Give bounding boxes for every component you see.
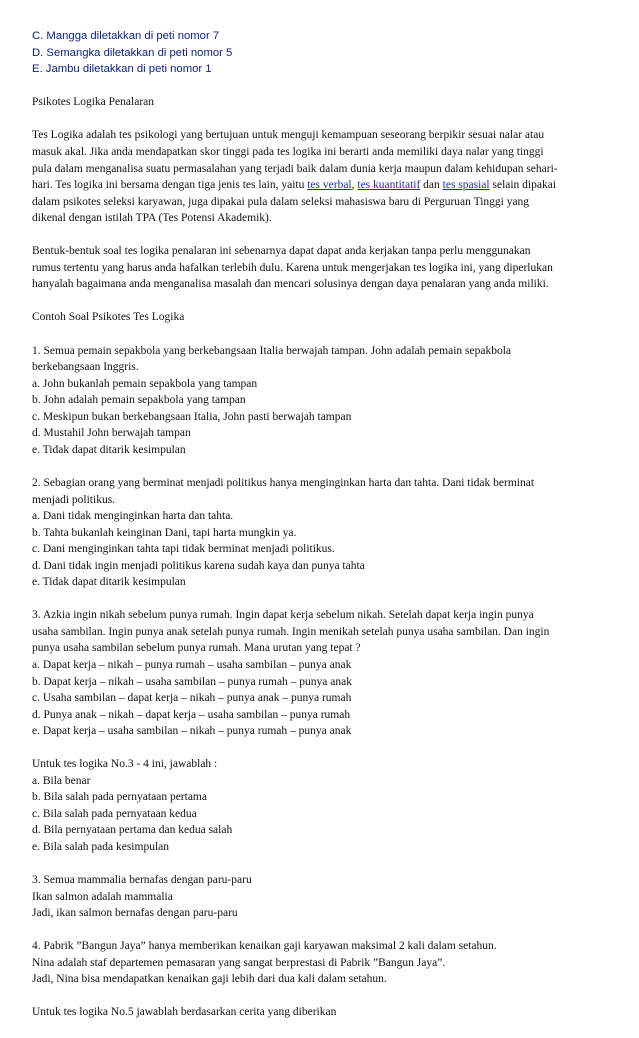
question-2: 2. Sebagian orang yang berminat menjadi politikus hanya menginginkan harta dan tahta. Dani tidak berminat menjadi politikus. a. Dani tidak menginginkan harta dan tahta. b. Tahta bukanlah keinginan Dani, tapi harta mungkin ya. c. Dani menginginkan tahta tapi tidak berminat menjadi politikus. d. Dani tidak ingin menjadi politikus karena sudah kaya dan punya tahta e. Tidak dapat ditarik kesimpulan [32,475,617,591]
top-options [32,28,617,78]
option-c: C. Mangga diletakkan di peti nomor 7 [32,30,220,42]
link-tes-verbal[interactable]: tes verbal [307,179,352,192]
link-tes-spasial[interactable]: tes spasial [442,179,490,192]
answer-option: b. John adalah pemain sepakbola yang tampan [32,394,246,407]
question-1: 1. Semua pemain sepakbola yang berkebangsaan Italia berwajah tampan. John adalah pemain sepakbola berkebangsaan Inggris. a. John bukanlah pemain sepakbola yang tampan b. John adalah pemain sepakbola yang tampan c. Meskipun bukan berkebangsaan Italia, John pasti berwajah tampan d. Mustahil John berwajah tampan e. Tidak dapat ditarik kesimpulan [32,343,617,459]
answer-option: b. Bila salah pada pernyataan pertama [32,791,207,804]
answer-option: d. Dani tidak ingin menjadi politikus karena sudah kaya dan punya tahta [32,559,365,572]
document-page [32,28,617,1038]
answer-option: c. Dani menginginkan tahta tapi tidak berminat menjadi politikus. [32,543,335,556]
answer-option: d. Bila pernyataan pertama dan kedua salah [32,824,233,837]
intro-paragraph: Tes Logika adalah tes psikologi yang bertujuan untuk menguji kemampuan seseorang berpikir sesuai nalar atau masuk akal. Jika anda mendapatkan skor tinggi pada tes logika ini berarti anda memiliki daya nalar yang tinggi pula dalam menganalisa suatu permasalahan yang terjadi baik dalam dunia kerja maupun dalam kehidupan sehari- hari. Tes logika ini bersama dengan tiga jenis tes lain, yaitu tes verbal, tes kuantitatif dan tes spasial selain dipakai dalam psikotes seleksi karyawan, juga dipakai pula dalam seleksi mahasiswa baru di Perguruan Tinggi yang dikenal dengan istilah TPA (Tes Potensi Akademik). [32,127,617,226]
answer-option: c. Usaha sambilan – dapat kerja – nikah – punya anak – punya rumah [32,692,352,705]
answer-option: a. Dapat kerja – nikah – punya rumah – usaha sambilan – punya anak [32,658,352,671]
answer-option: a. John bukanlah pemain sepakbola yang tampan [32,377,258,390]
answer-option: d. Punya anak – nikah – dapat kerja – usaha sambilan – punya rumah [32,708,351,721]
section-title: Psikotes Logika Penalaran [32,96,155,109]
answer-option: e. Tidak dapat ditarik kesimpulan [32,576,186,589]
answer-option: e. Tidak dapat ditarik kesimpulan [32,443,186,456]
option-e: E. Jambu diletakkan di peti nomor 1 [32,63,212,76]
instructions-3-4: Untuk tes logika No.3 - 4 ini, jawablah : a. Bila benar b. Bila salah pada pernyataan pertama c. Bila salah pada pernyataan kedua d. Bila pernyataan pertama dan kedua salah e. Bila salah pada kesimpulan [32,756,617,855]
answer-option: c. Bila salah pada pernyataan kedua [32,807,197,820]
link-tes-kuantitatif[interactable]: tes kuantitatif [357,179,421,192]
question-3: 3. Azkia ingin nikah sebelum punya rumah. Ingin dapat kerja sebelum nikah. Setelah dapat kerja ingin punya usaha sambilan. Ingin punya anak setelah punya rumah. Ingin menikah setelah punya usaha sambilan. Dan ingin punya usaha sambilan sebelum punya rumah. Mana urutan yang tepat ? a. Dapat kerja – nikah – punya rumah – usaha sambilan – punya anak b. Dapat kerja – nikah – usaha sambilan – punya rumah – punya anak c. Usaha sambilan – dapat kerja – nikah – punya anak – punya rumah d. Punya anak – nikah – dapat kerja – usaha sambilan – punya rumah e. Dapat kerja – usaha sambilan – nikah – punya rumah – punya anak [32,607,617,739]
intro-links-line: hari. Tes logika ini bersama dengan tiga jenis tes lain, yaitu tes verbal, tes kuantitatif dan tes spasial selain dipakai [32,179,557,192]
answer-option: e. Bila salah pada kesimpulan [32,840,170,853]
answer-option: e. Dapat kerja – usaha sambilan – nikah – punya rumah – punya anak [32,725,352,738]
statement-4: 4. Pabrik ”Bangun Jaya” hanya memberikan kenaikan gaji karyawan maksimal 2 kali dalam setahun. Nina adalah staf departemen pemasaran yang sangat berprestasi di Pabrik ”Bangun Jaya”. Jadi, Nina bisa mendapatkan kenaikan gaji lebih dari dua kali dalam setahun. [32,940,497,986]
option-d: D. Semangka diletakkan di peti nomor 5 [32,46,233,59]
instructions-5: Untuk tes logika No.5 jawablah berdasarkan cerita yang diberikan [32,1006,337,1019]
answer-option: d. Mustahil John berwajah tampan [32,427,191,440]
answer-option: b. Tahta bukanlah keinginan Dani, tapi harta mungkin ya. [32,526,297,539]
contoh-title: Contoh Soal Psikotes Tes Logika [32,311,185,324]
answer-option: a. Bila benar [32,774,91,787]
bentuk-paragraph: Bentuk-bentuk soal tes logika penalaran ini sebenarnya dapat dapat anda kerjakan tanpa perlu menggunakan rumus tertentu yang harus anda hafalkan terlebih dulu. Karena untuk mengerjakan tes logika ini, yang diperlukan hanyalah bagaimana anda menganalisa masalah dan mencari solusinya dengan daya penalaran yang anda miliki. [32,245,553,291]
answer-option: b. Dapat kerja – nikah – usaha sambilan – punya rumah – punya anak [32,675,352,688]
statement-3: 3. Semua mammalia bernafas dengan paru-paru Ikan salmon adalah mammalia Jadi, ikan salmon bernafas dengan paru-paru [32,874,252,920]
answer-option: a. Dani tidak menginginkan harta dan tahta. [32,510,234,523]
answer-option: c. Meskipun bukan berkebangsaan Italia, John pasti berwajah tampan [32,410,352,423]
